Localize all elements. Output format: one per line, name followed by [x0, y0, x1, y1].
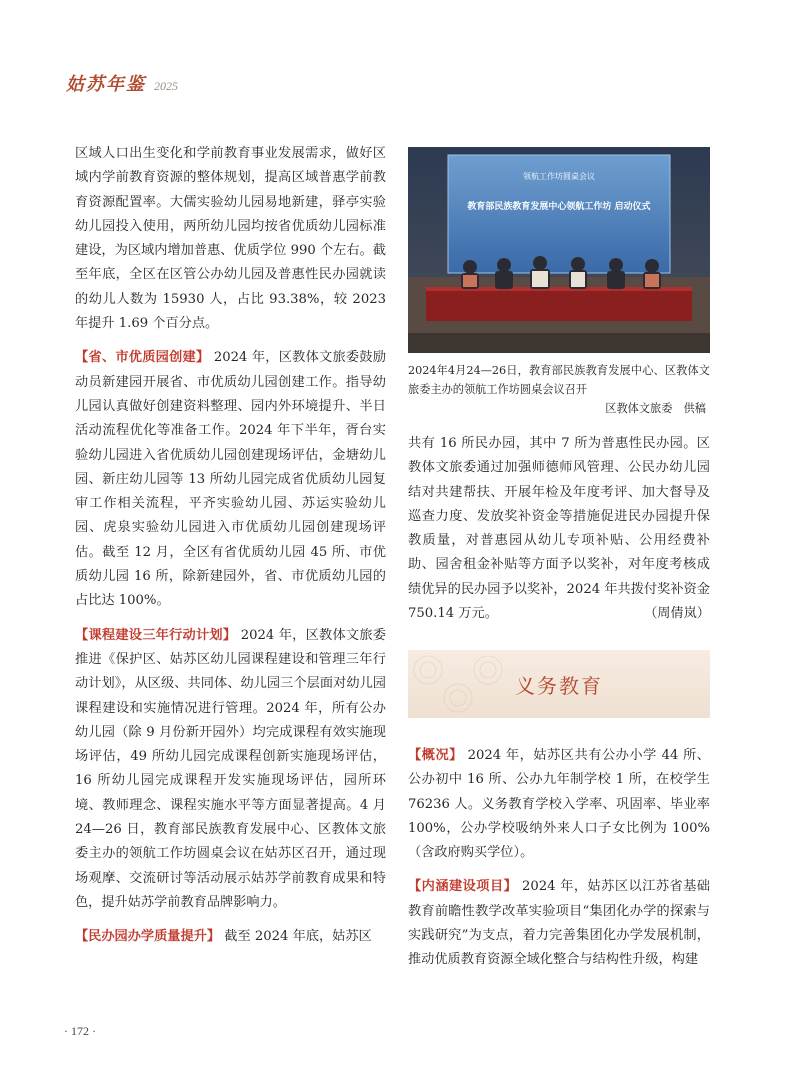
paragraph-text: 2024 年，姑苏区共有公办小学 44 所、公办初中 16 所、公办九年制学校 1 所，在校学生 76236 人。义务教育学校入学率、巩固率、毕业率 100%，公办学校吸纳外来人口子女比例为 100%（含政府购买学位）。: [408, 748, 710, 861]
section-header-compulsory-education: [408, 650, 710, 718]
right-column: [408, 432, 710, 626]
section-tag: 【民办园办学质量提升】: [75, 929, 221, 945]
decorative-pattern-icon: [408, 650, 508, 718]
yearbook-year: 2025: [154, 79, 178, 93]
paragraph-curriculum-plan: [75, 624, 386, 916]
author-note: （周倩岚）: [644, 606, 710, 622]
page-number: · 172 ·: [64, 1024, 96, 1038]
section-tag: 【课程建设三年行动计划】: [75, 627, 237, 643]
meeting-photo: [408, 147, 710, 353]
paragraph-text: 2024 年，区教体文旅委推进《保护区、姑苏区幼儿园课程建设和管理三年行动计划》，从区级、共同体、幼儿园三个层面对幼儿园课程建设和实施情况进行管理。2024 年，所有公办幼儿园（除 9 月份新开园外）均完成课程有效实施现场评估，49 所幼儿园完成课程创新实施现场评估，16 所幼儿园完成课程开发实施现场评估，园所环境、教师理念、课程实施水平等方面显著提高。4 月 24—26 日，教育部民族教育发展中心、区教体文旅委主办的领航工作坊圆桌会议在姑苏区召开，通过现场观摩、交流研讨等活动展示姑苏学前教育成果和特色，提升姑苏学前教育品牌影响力。: [75, 627, 386, 910]
right-column-lower: [408, 744, 710, 983]
paragraph-text: 2024 年，姑苏区以江苏省基础教育前瞻性教学改革实验项目“集团化办学的探索与实践研究”为支点，着力完善集团化办学发展机制，推动优质教育资源全域化整合与结构性升级，构建: [408, 879, 710, 968]
photo-banner-top: 领航工作坊圆桌会议: [523, 172, 595, 181]
caption-credit: 区教体文旅委 供稿: [605, 402, 706, 415]
paragraph-private-continued: [408, 432, 710, 626]
paragraph-overview: [408, 744, 710, 865]
section-tag: 【内涵建设项目】: [408, 879, 518, 895]
yearbook-brand: 姑苏年鉴: [66, 74, 146, 95]
paragraph-enrollment: 区域人口出生变化和学前教育事业发展需求，做好区域内学前教育资源的整体规划，提高区域普惠学前教育资源配置率。大儒实验幼儿园易地新建，驿亭实验幼儿园投入使用，两所幼儿园均按省优质幼儿园标准建设，为区域内增加普惠、优质学位 990 个左右。截至年底，全区在区管公办幼儿园及普惠性民办园就读的幼儿人数为 15930 人，占比 93.38%，较 2023 年提升 1.69 个百分点。: [75, 146, 386, 332]
paragraph-quality-kindergarten: [75, 346, 386, 613]
paragraph-connotation-project: [408, 875, 710, 972]
photo-caption: [408, 361, 710, 418]
paragraph-private-kindergarten: [75, 925, 386, 949]
section-tag: 【概况】: [408, 748, 463, 763]
photo-banner-main: 教育部民族教育发展中心领航工作坊 启动仪式: [467, 202, 651, 212]
section-tag: 【省、市优质园创建】: [75, 350, 210, 366]
paragraph-text: 共有 16 所民办园，其中 7 所为普惠性民办园。区教体文旅委通过加强师德师风管理、公民办幼儿园结对共建帮扶、开展年检及年度考评、加大督导及巡查力度、发放奖补资金等措施促进民办园提升保教质量，对普惠园从幼儿专项补贴、公用经费补助、园舍租金补贴等方面予以奖补，对年度考核成绩优异的民办园予以奖补，2024 年共拨付奖补资金 750.14 万元。: [408, 436, 710, 622]
left-column: [75, 142, 386, 960]
caption-text: 2024年4月24—26日，教育部民族教育发展中心、区教体文旅委主办的领航工作坊圆桌会议召开: [408, 364, 710, 396]
meeting-photo-illustration: [408, 147, 710, 353]
page-header: [66, 70, 178, 94]
paragraph-text: 截至 2024 年底，姑苏区: [220, 929, 372, 945]
paragraph-text: 2024 年，区教体文旅委鼓励动员新建园开展省、市优质幼儿园创建工作。指导幼儿园认真做好创建资料整理、园内外环境提升、半日活动流程优化等准备工作。2024 年下半年，胥台实验幼儿园进入省优质幼儿园创建现场评估，金塘幼儿园、新庄幼儿园等 13 所幼儿园完成省优质幼儿园复审工作相关流程，平齐实验幼儿园、苏运实验幼儿园、虎泉实验幼儿园进入市优质幼儿园创建现场评估。截至 12 月，全区有省优质幼儿园 45 所、市优质幼儿园 16 所，除新建园外，省、市优质幼儿园的占比达 100%。: [75, 350, 386, 609]
section-title: 义务教育: [515, 673, 603, 698]
